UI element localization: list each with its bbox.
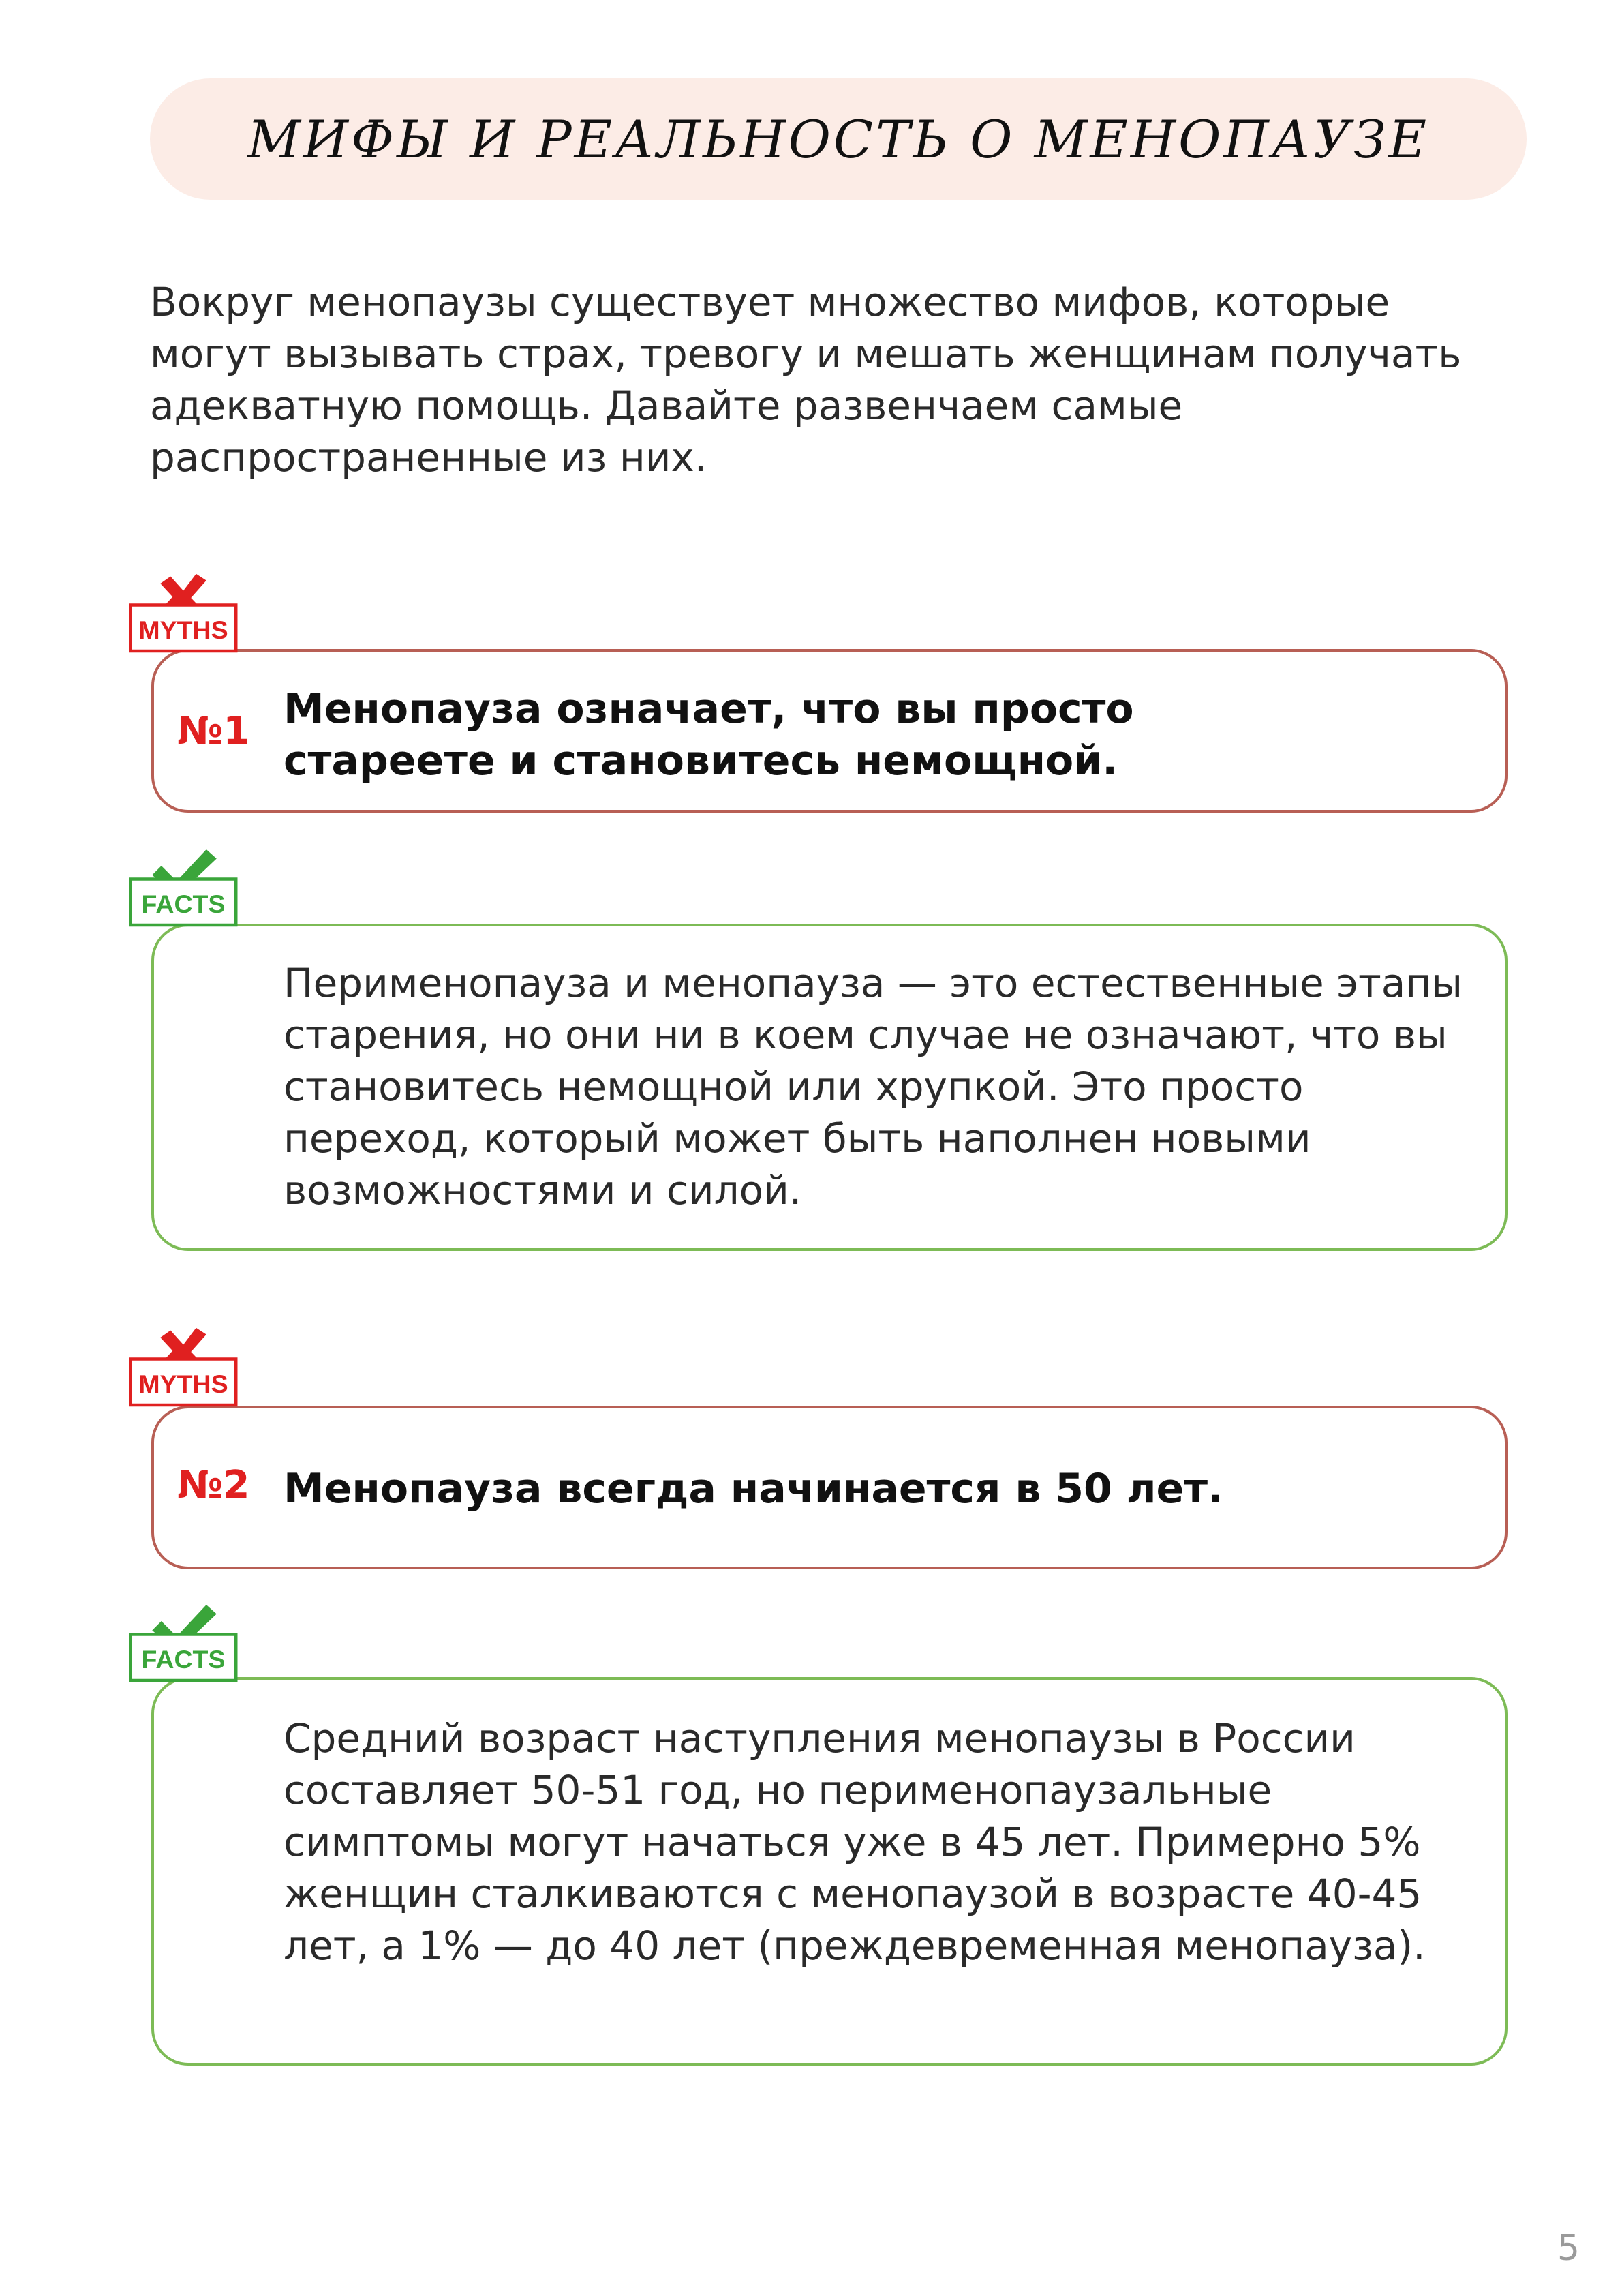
- fact-card-1: [151, 924, 1508, 1251]
- facts-label: FACTS: [141, 890, 226, 918]
- myths-label: MYTHS: [138, 1370, 228, 1398]
- fact-card-2: [151, 1677, 1508, 2066]
- fact-text: Перименопауза и менопауза — это естественные этапы старения, но они ни в коем случае не означают, что вы становитесь немощной или хрупкой. Это просто переход, который может быть наполнен новыми возможностями и силой.: [284, 960, 1463, 1213]
- myths-label: MYTHS: [138, 616, 228, 644]
- facts-badge: [112, 1601, 255, 1710]
- myth-number: №1: [177, 709, 250, 753]
- title-banner: [150, 78, 1527, 200]
- myth-card-1: [151, 649, 1508, 813]
- myth-text: Менопауза всегда начинается в 50 лет.: [284, 1465, 1223, 1513]
- page-number: 5: [1557, 2228, 1580, 2269]
- myths-badge: [112, 1325, 255, 1434]
- facts-label: FACTS: [141, 1645, 226, 1674]
- myth-card-2: [151, 1406, 1508, 1569]
- fact-text: Средний возраст наступления менопаузы в России составляет 50-51 год, но перименопаузальные симптомы могут начаться уже в 45 лет. Примерно 5% женщин сталкиваются с менопаузой в возрасте 40-45 лет, а 1% — до 40 лет (преждевременная менопауза).: [284, 1715, 1426, 1969]
- cross-icon: [112, 571, 255, 653]
- checkmark-icon: [112, 845, 255, 927]
- checkmark-icon: [112, 1601, 255, 1682]
- facts-badge: [112, 845, 255, 954]
- myth-number: №2: [177, 1463, 250, 1507]
- page-title: МИФЫ И РЕАЛЬНОСТЬ О МЕНОПАУЗЕ: [247, 108, 1430, 170]
- cross-icon: [112, 1325, 255, 1407]
- myths-badge: [112, 571, 255, 680]
- myth-text: Менопауза означает, что вы просто стареете и становитесь немощной.: [284, 685, 1134, 785]
- intro-paragraph: Вокруг менопаузы существует множество мифов, которые могут вызывать страх, тревогу и мешать женщинам получать адекватную помощь. Давайте развенчаем самые распространенные из них.: [150, 279, 1462, 481]
